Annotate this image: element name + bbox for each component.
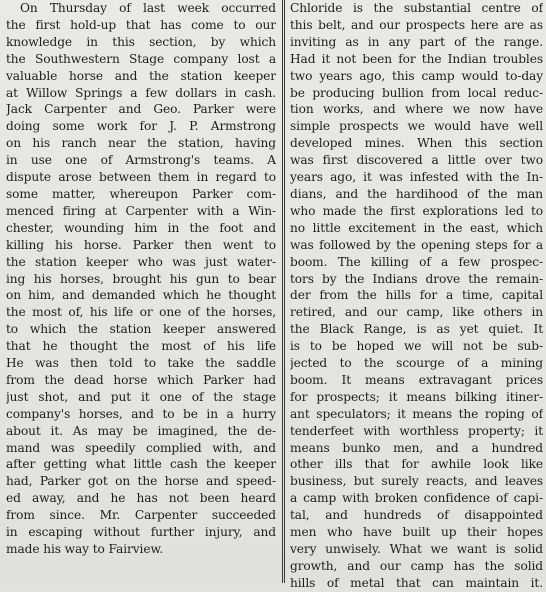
text-line: is to be hoped we will not be sub- xyxy=(290,339,543,354)
text-line: was followed by the opening steps for a xyxy=(290,237,543,252)
text-line: tors by the Indians drove the remain- xyxy=(290,271,543,286)
text-line: no little excitement in the east, which xyxy=(290,220,543,235)
text-line: On Thursday of last week occurred xyxy=(20,1,276,15)
text-line: at Willow Springs a few dollars in cash. xyxy=(6,85,276,100)
text-line: tal, and hundreds of disappointed xyxy=(290,508,543,523)
article-left-column xyxy=(6,0,276,558)
text-line: other ills that for awhile look like xyxy=(290,457,543,472)
text-line: inviting as in any part of the range. xyxy=(290,34,543,49)
text-line: men who have built up their hopes xyxy=(290,525,543,540)
text-line: on him, and demanded which he thought xyxy=(6,288,276,303)
text-line: ing his horses, brought his gun to bear xyxy=(6,271,276,286)
text-line: very unwisely. What we want is solid xyxy=(290,542,543,556)
text-line: the station keeper who was just water- xyxy=(6,254,276,269)
text-line: mand was speedily complied with, and xyxy=(6,440,276,455)
text-line: dispute arose between them in regard to xyxy=(6,170,276,185)
text-line: tion works, and where we now have xyxy=(290,102,543,117)
text-line: growth, and our camp has the solid xyxy=(290,558,543,573)
text-line: means bunko men, and a hundred xyxy=(290,440,543,455)
text-line: ant speculators; it means the roping of xyxy=(290,406,543,421)
text-line: Jack Carpenter and Geo. Parker were xyxy=(6,102,276,117)
text-line: jected to the scourge of a mining xyxy=(290,356,543,371)
text-line: who made the first explorations led to xyxy=(290,203,543,218)
article-right-column xyxy=(290,0,543,592)
text-line: was first discovered a little over two xyxy=(290,153,543,168)
text-line: years ago, it was infested with the In- xyxy=(290,170,543,185)
text-line: in use one of Armstrong's teams. A xyxy=(6,153,276,168)
text-line: boom. It means extravagant prices xyxy=(290,372,543,387)
text-line: two years ago, this camp would to-day xyxy=(290,68,543,83)
text-line: menced firing at Carpenter with a Win- xyxy=(6,203,276,218)
text-line: Chloride is the substantial centre of xyxy=(290,1,543,15)
text-line: from the dead horse which Parker had xyxy=(6,372,276,387)
text-line: chester, wounding him in the foot and xyxy=(6,220,276,235)
text-line: about it. As may be imagined, the de- xyxy=(6,423,276,438)
text-line: company's horses, and to be in a hurry xyxy=(6,406,276,421)
text-line: the first hold-up that has come to our xyxy=(6,17,276,32)
text-line: boom. The killing of a few prospec- xyxy=(290,254,543,269)
text-line: retired, and our camp, like others in xyxy=(290,305,543,320)
text-line: hills of metal that can maintain it. xyxy=(290,575,543,590)
text-line: the Southwestern Stage company lost a xyxy=(6,51,276,66)
text-line: knowledge in this section, by which xyxy=(6,34,276,49)
text-line: Had it not been for the Indian troubles xyxy=(290,51,543,66)
text-line: be producing bullion from local reduc- xyxy=(290,85,543,100)
text-line: this belt, and our prospects here are as xyxy=(290,17,543,32)
text-line: that he thought the most of his life xyxy=(6,339,276,354)
text-line: doing some work for J. P. Armstrong xyxy=(6,119,276,134)
text-line: after getting what little cash the keeper xyxy=(6,457,276,472)
text-line: killing his horse. Parker then went to xyxy=(6,237,276,252)
text-line: valuable horse and the station keeper xyxy=(6,68,276,83)
text-line: business, but surely reacts, and leaves xyxy=(290,474,543,489)
text-line: some matter, whereupon Parker com- xyxy=(6,186,276,201)
text-line: dians, and the hardihood of the man xyxy=(290,186,543,201)
text-line: just shot, and put it one of the stage xyxy=(6,389,276,404)
text-line: had, Parker got on the horse and speed- xyxy=(6,474,276,489)
text-line: He was then told to take the saddle xyxy=(6,356,276,371)
text-line: simple prospects we would have well xyxy=(290,119,543,134)
column-divider xyxy=(282,0,285,583)
text-line: tenderfeet with worthless property; it xyxy=(290,423,543,438)
text-line: in escaping without further injury, and xyxy=(6,525,276,540)
text-line: developed mines. When this section xyxy=(290,136,543,151)
text-line: for prospects; it means bilking itiner- xyxy=(290,389,543,404)
text-line: der from the hills for a time, capital xyxy=(290,288,543,303)
text-line: on his ranch near the station, having xyxy=(6,136,276,151)
text-line: from since. Mr. Carpenter succeeded xyxy=(6,508,276,523)
text-line: made his way to Fairview. xyxy=(6,542,164,556)
text-line: a camp with broken confidence of capi- xyxy=(290,491,543,506)
text-line: ed away, and he has not been heard xyxy=(6,491,276,506)
text-line: to which the station keeper answered xyxy=(6,322,276,337)
text-line: the most of, his life or one of the horses, xyxy=(6,305,276,320)
text-line: the Black Range, is as yet quiet. It xyxy=(290,322,543,337)
